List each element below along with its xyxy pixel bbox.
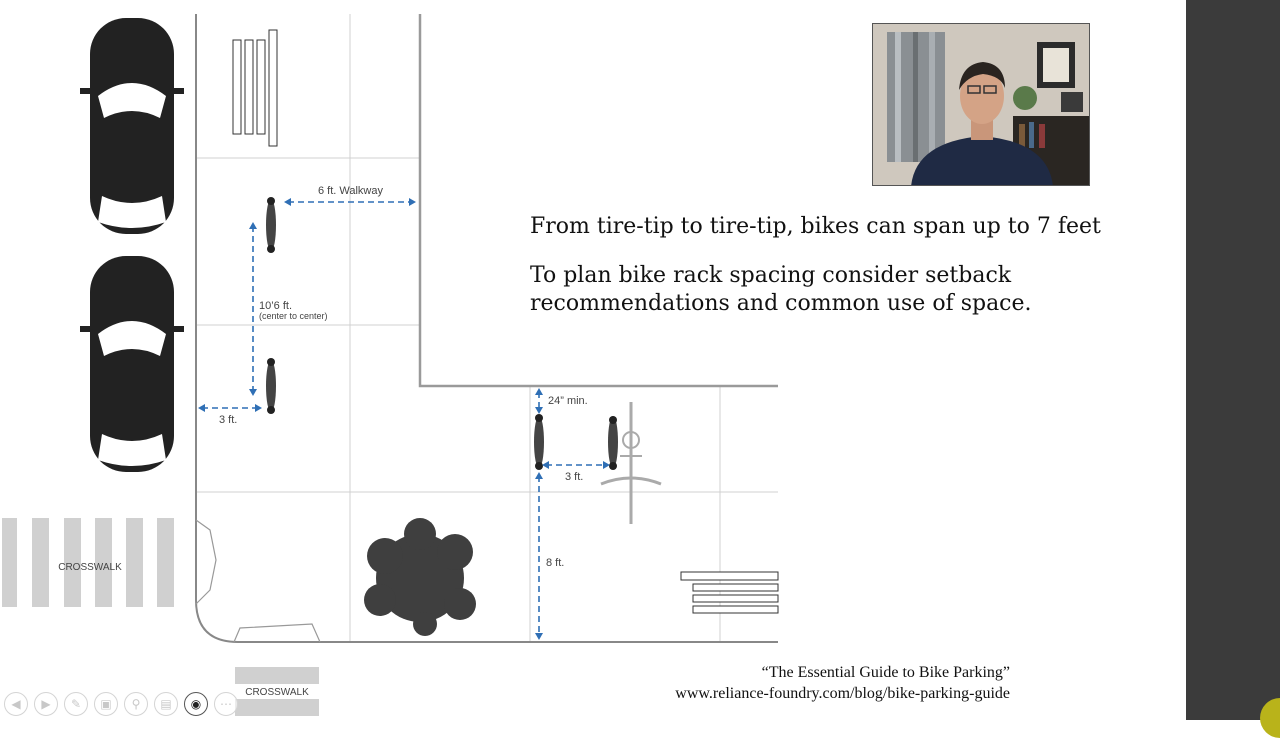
- slide-paragraph: [530, 262, 1130, 318]
- bike-rack-top: [233, 30, 277, 146]
- curb-ramp-bottom: [234, 624, 320, 642]
- bike-right-2: [608, 416, 618, 470]
- spacing-label: 10’6 ft.: [259, 300, 293, 312]
- top-min-label: 24” min.: [548, 395, 588, 407]
- bike-upper: [266, 197, 276, 253]
- slide-paragraph-line-1: To plan bike rack spacing consider setback: [530, 263, 1012, 288]
- bench: [681, 572, 778, 613]
- prev-icon[interactable]: ◀: [4, 692, 28, 716]
- curb-distance-label: 8 ft.: [546, 557, 565, 569]
- tree: [364, 518, 476, 636]
- bike-right-1: [534, 414, 544, 470]
- presenter-video-frame: [873, 24, 1090, 186]
- curb-ramp: [196, 520, 216, 604]
- zoom-icon[interactable]: ⚲: [124, 692, 148, 716]
- citation-url: www.reliance-foundry.com/blog/bike-parking-guide: [675, 685, 1010, 702]
- slide-paragraph-line-2: recommendations and common use of space.: [530, 291, 1032, 316]
- camera-icon[interactable]: ◉: [184, 692, 208, 716]
- citation: [675, 662, 1010, 704]
- next-icon[interactable]: ▶: [34, 692, 58, 716]
- car-bottom: [80, 256, 184, 472]
- walkway-label: 6 ft. Walkway: [318, 185, 383, 197]
- left-gap-label: 3 ft.: [219, 414, 238, 426]
- citation-title: “The Essential Guide to Bike Parking”: [761, 664, 1010, 681]
- pen-icon[interactable]: ✎: [64, 692, 88, 716]
- slide-heading-line: From tire-tip to tire-tip, bikes can span up to 7 feet: [530, 214, 1101, 239]
- slides-icon[interactable]: ▣: [94, 692, 118, 716]
- bike-gap-label: 3 ft.: [565, 471, 584, 483]
- subtitles-icon[interactable]: ▤: [154, 692, 178, 716]
- bike-lower: [266, 358, 276, 414]
- crosswalk-left-label: CROSSWALK: [58, 562, 122, 573]
- presenter-video[interactable]: [872, 23, 1090, 186]
- right-side-panel: [1186, 0, 1280, 720]
- car-top: [80, 18, 184, 234]
- crosswalk-bottom-label: CROSSWALK: [245, 687, 309, 698]
- curb-line: [196, 14, 778, 642]
- spacing-sublabel: (center to center): [259, 311, 328, 321]
- slideshow-toolbar: [4, 692, 238, 716]
- building-outline: [420, 14, 778, 386]
- sidewalk-grid: [196, 14, 778, 642]
- more-icon[interactable]: ⋯: [214, 692, 238, 716]
